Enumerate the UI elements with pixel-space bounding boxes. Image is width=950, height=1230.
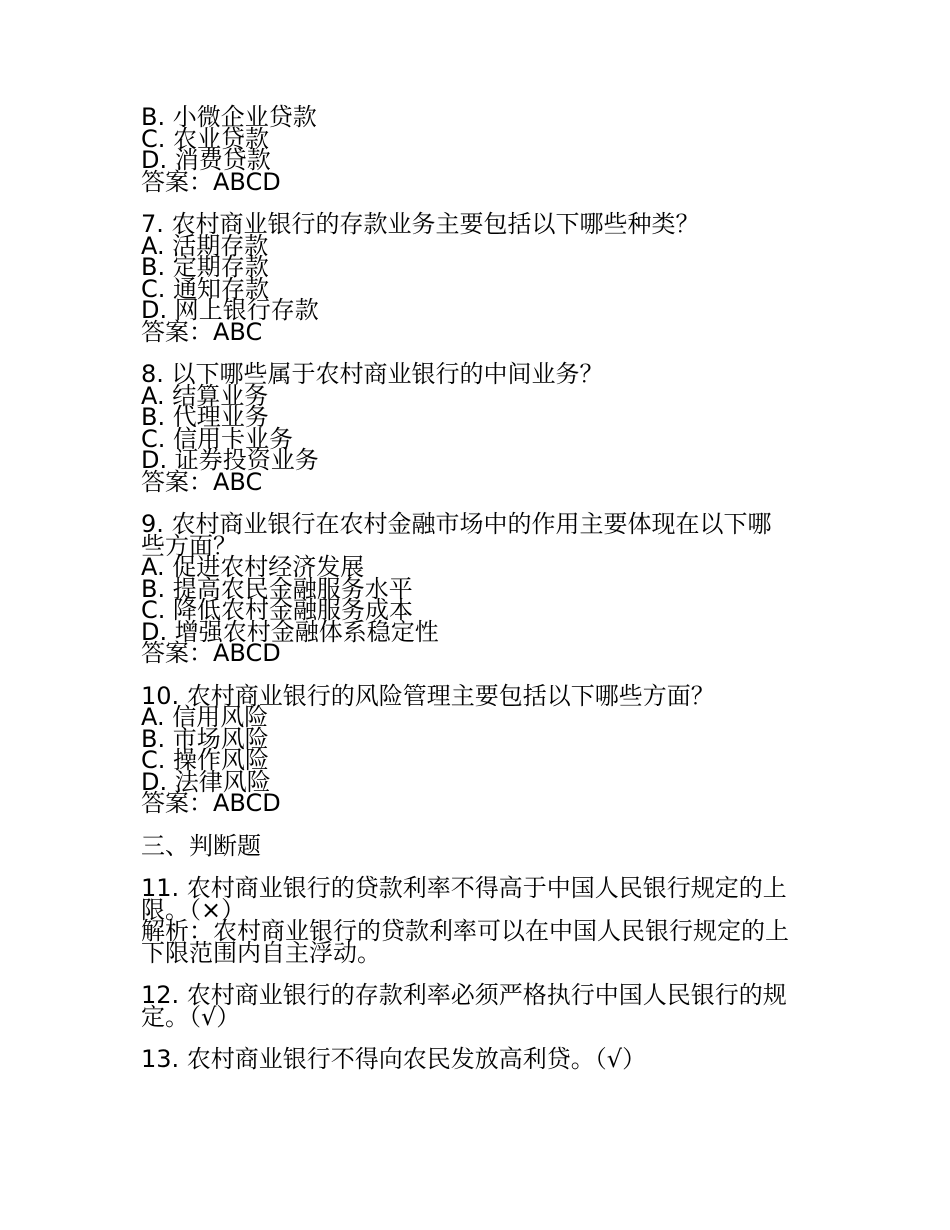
- question-10: [141, 681, 821, 817]
- option-a: A. 活期存款: [141, 231, 269, 260]
- option-b: B. 提高农民金融服务水平: [141, 574, 413, 603]
- option-b: B. 代理业务: [141, 403, 269, 431]
- question-12: [141, 981, 821, 1031]
- analysis-line-1: 解析：农村商业银行的贷款利率可以在中国人民银行规定的上: [141, 917, 789, 945]
- answer: 答案：ABC: [141, 467, 263, 496]
- question-text-line-1: 12. 农村商业银行的存款利率必须严格执行中国人民银行的规: [141, 981, 787, 1009]
- option-d: D. 证券投资业务: [141, 446, 319, 474]
- question-text-line-1: 11. 农村商业银行的贷款利率不得高于中国人民银行规定的上: [141, 874, 787, 902]
- option-a: A. 促进农村经济发展: [141, 553, 365, 581]
- option-b: B. 市场风险: [141, 724, 269, 753]
- option-a: A. 结算业务: [141, 381, 269, 410]
- question-7: [141, 210, 821, 346]
- question-13: [141, 1045, 821, 1073]
- answer: 答案：ABCD: [141, 789, 281, 817]
- option-b: B. 小微企业贷款: [141, 103, 317, 131]
- answer: 答案：ABC: [141, 317, 263, 346]
- option-a: A. 信用风险: [141, 703, 269, 731]
- section-heading-true-false: 三、判断题: [141, 831, 261, 860]
- question-text: 8. 以下哪些属于农村商业银行的中间业务？: [141, 360, 604, 388]
- option-d: D. 网上银行存款: [141, 296, 319, 324]
- question-8: [141, 360, 821, 496]
- question-text: 10. 农村商业银行的风险管理主要包括以下哪些方面？: [141, 681, 715, 710]
- option-d: D. 消费贷款: [141, 146, 271, 174]
- option-c: C. 通知存款: [141, 274, 270, 303]
- question-text-line-1: 9. 农村商业银行在农村金融市场中的作用主要体现在以下哪: [141, 510, 772, 538]
- option-c: C. 信用卡业务: [141, 424, 294, 453]
- question-9: [141, 510, 821, 667]
- answer: 答案：ABCD: [141, 167, 281, 196]
- option-c: C. 操作风险: [141, 746, 270, 774]
- option-d: D. 法律风险: [141, 767, 271, 796]
- option-b: B. 定期存款: [141, 253, 269, 281]
- question-text-line-2: 定。（√）: [141, 1002, 241, 1031]
- document-content: [141, 103, 821, 1092]
- analysis-line-2: 下限范围内自主浮动。: [141, 938, 381, 967]
- option-d: D. 增强农村金融体系稳定性: [141, 617, 439, 646]
- question-11: [141, 874, 821, 967]
- question-text-line-2: 些方面？: [141, 531, 237, 560]
- option-c: C. 农业贷款: [141, 124, 270, 153]
- answer: 答案：ABCD: [141, 639, 281, 667]
- question-text-line-2: 限。（×）: [141, 895, 246, 924]
- question-text: 13. 农村商业银行不得向农民发放高利贷。（√）: [141, 1045, 647, 1073]
- question-text: 7. 农村商业银行的存款业务主要包括以下哪些种类？: [141, 210, 700, 238]
- option-c: C. 降低农村金融服务成本: [141, 596, 414, 624]
- question-6-tail: [141, 103, 821, 196]
